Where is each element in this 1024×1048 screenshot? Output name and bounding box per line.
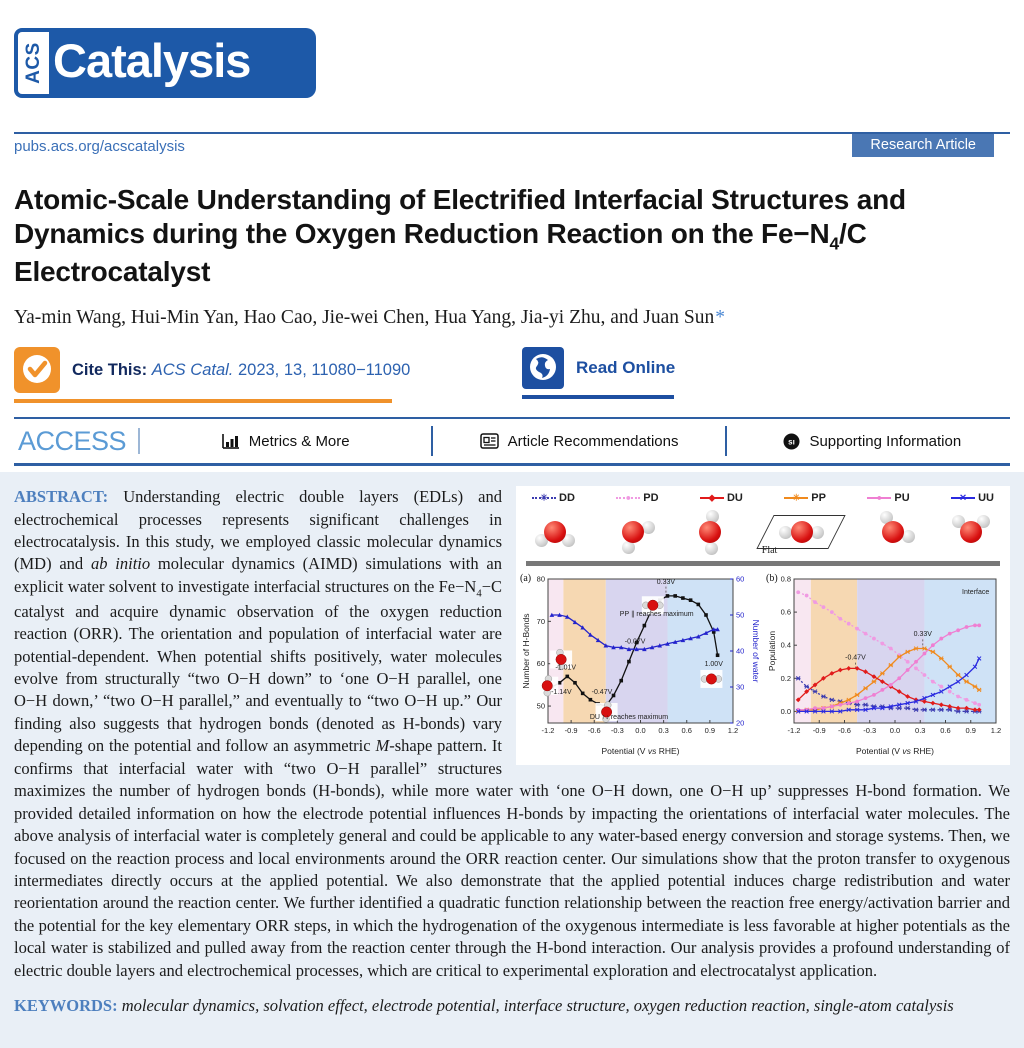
svg-text:70: 70 [536, 616, 545, 626]
svg-text:-0.9: -0.9 [564, 726, 578, 736]
check-icon [14, 347, 60, 393]
read-online-button[interactable] [522, 347, 675, 399]
cite-this-button[interactable] [14, 347, 522, 403]
svg-text:0.6: 0.6 [681, 726, 692, 736]
abstract-label: ABSTRACT: [14, 487, 109, 507]
access-divider [138, 428, 140, 454]
svg-text:0.8: 0.8 [780, 574, 791, 584]
svg-text:-1.2: -1.2 [541, 726, 555, 736]
surface-bar [526, 561, 1000, 566]
acs-logo-tab [14, 28, 49, 98]
svg-text:1.00V: 1.00V [704, 660, 723, 668]
svg-text:Potential (V vs RHE): Potential (V vs RHE) [601, 746, 680, 757]
metrics-link[interactable] [152, 433, 419, 450]
svg-text:(a): (a) [520, 573, 532, 585]
svg-text:30: 30 [736, 682, 745, 692]
svg-text:Potential (V vs RHE): Potential (V vs RHE) [856, 746, 934, 757]
svg-text:0.0: 0.0 [889, 726, 901, 736]
svg-text:-0.07V: -0.07V [624, 638, 646, 646]
svg-text:-0.47V: -0.47V [591, 689, 613, 697]
acs-logo-text: ACS [22, 42, 44, 84]
metrics-label: Metrics & More [248, 432, 350, 450]
bar-chart-icon [222, 433, 240, 449]
journal-url-link[interactable]: pubs.acs.org/acscatalysis [14, 138, 185, 155]
svg-text:80: 80 [536, 574, 545, 584]
svg-text:60: 60 [736, 574, 745, 584]
si-circle-icon [783, 433, 800, 450]
svg-text:50: 50 [736, 610, 745, 620]
chart-b [764, 569, 1008, 761]
svg-text:-0.6: -0.6 [587, 726, 601, 736]
globe-icon [522, 347, 564, 389]
water-molecule-DD [526, 507, 584, 557]
svg-text:0.4: 0.4 [780, 640, 791, 650]
svg-text:0.9: 0.9 [965, 726, 976, 736]
authors-names: Ya-min Wang, Hui-Min Yan, Hao Cao, Jie-wei Chen, Hua Yang, Jia-yi Zhu, and Juan Sun [14, 307, 715, 329]
keywords-text: molecular dynamics, solvation effect, electrode potential, interface structure, oxygen reduction reaction, single-atom catalysis [121, 996, 954, 1016]
svg-text:0.0: 0.0 [780, 706, 791, 716]
svg-text:0.0: 0.0 [635, 726, 646, 736]
legend-item-UU: ✕ UU [951, 492, 994, 504]
authors-line [14, 307, 1010, 329]
water-molecule-PP [759, 507, 845, 557]
legend-item-DD: ✳ DD [532, 492, 575, 504]
svg-text:1.2: 1.2 [990, 726, 1002, 736]
svg-text:-0.9: -0.9 [812, 726, 826, 736]
abstract-top-rule [14, 463, 1010, 466]
recommendations-label: Article Recommendations [507, 432, 679, 450]
water-molecule-PD [604, 507, 662, 557]
svg-text:0.6: 0.6 [940, 726, 951, 736]
abstract-text: Understanding electric double layers (EDLs) and electrochemical processes represents significant challenges in electrocatalysis. In this study, we employed classic molecular dynamics (MD) and ab initio molecular dynamics (AIMD) simulations with an explicit water solvent to investigate interfacial structures on the $Fe-N_4-C$ catalyst and acquire dynamic observation of the oxygen reduction reaction (ORR). The orientation and population of interfacial water are potential-dependent. When potential shifts positively, water molecules evolve from structurally “two O−H down” to ‘one O−H parallel, one O−H down,’ “two O−H parallel,” and eventually to “two O−H up.” Our finding also suggests that hydrogen bonds (denoted as H-bonds) vary depending on the potential and follow an asymmetric M-shape pattern. It confirms that interfacial water with “two O−H parallel” structures maximizes the number of hydrogen bonds (H-bonds), while more water with ‘one O−H down, one O−H up’ suppresses H-bond formation. We provided detailed information on how the electrode potential influences H-bonds by impacting the orientations of interfacial water molecules. The above analysis of interfacial water is completely general and could be applicable to any water-based energy conversion and storage systems. Then, we focused on the reaction process and local environments around the ORR reaction center. Our simulations show that the proton transfer to oxygenous intermediates directly occurs at the applied potential. We also demonstrate that the applied potential induces charge redistribution and water reorientation around the reaction center. We further identified a quadratic function relationship between the reaction free energy/activation barrier and the potential for the key elementary ORR steps, in which the hydrogenation of the oxygenous intermediate is less favorable at higher potentials as the local water is stabilized and pulled away from the reaction center through the H-bond interaction. Our analysis provides a profound understanding of electric double layers and electrochemical processes, which are critical to experimental exploration and electrocatalyst application. [14, 487, 1010, 980]
cite-label: Cite This: [72, 360, 148, 379]
cite-underline [14, 399, 392, 403]
svg-text:(b): (b) [766, 573, 778, 585]
svg-text:-1.01V: -1.01V [555, 664, 577, 672]
svg-text:sı: sı [788, 437, 796, 447]
svg-text:0.33V: 0.33V [656, 579, 676, 587]
water-molecule-PU [864, 507, 922, 557]
svg-text:-1.14V: -1.14V [551, 689, 572, 697]
graphical-abstract [516, 486, 1010, 765]
svg-text:DU ↑↓ reaches maximum: DU ↑↓ reaches maximum [589, 713, 669, 721]
article-list-icon [480, 433, 499, 449]
svg-text:Number of H-Bonds: Number of H-Bonds [521, 613, 531, 689]
svg-text:-0.3: -0.3 [610, 726, 624, 736]
charts-row [518, 569, 1008, 761]
supporting-info-link[interactable] [739, 433, 1006, 450]
legend-item-DU: ◆ DU [700, 492, 743, 504]
acs-catalysis-logo [14, 28, 316, 98]
svg-text:0.33V: 0.33V [913, 631, 932, 639]
svg-text:Interface: Interface [962, 588, 990, 596]
legend-item-PU: ● PU [867, 492, 909, 504]
svg-text:PP ∥ reaches maximum: PP ∥ reaches maximum [619, 610, 694, 618]
keywords-label: KEYWORDS: [14, 996, 118, 1016]
water-molecule-row [518, 504, 1008, 560]
svg-text:0.3: 0.3 [915, 726, 926, 736]
svg-text:0.9: 0.9 [704, 726, 716, 736]
svg-text:Number of water: Number of water [751, 619, 761, 683]
figure-legend [518, 492, 1008, 504]
svg-text:60: 60 [536, 659, 545, 669]
svg-text:1.2: 1.2 [727, 726, 739, 736]
keywords-line [14, 996, 1010, 1016]
svg-text:-0.47V: -0.47V [845, 654, 866, 662]
read-online-underline [522, 395, 674, 399]
link-row [14, 134, 1010, 157]
abstract-section [0, 472, 1024, 1048]
item-divider [431, 426, 433, 456]
access-link[interactable]: ACCESS [18, 425, 127, 456]
svg-text:20: 20 [736, 718, 745, 728]
access-row [18, 419, 1006, 463]
svg-text:50: 50 [536, 701, 545, 711]
svg-text:0.3: 0.3 [658, 726, 669, 736]
water-molecule-DU [681, 507, 739, 557]
corresponding-author-mark[interactable]: * [715, 307, 725, 329]
svg-text:0.2: 0.2 [780, 673, 791, 683]
svg-text:Population: Population [767, 630, 777, 672]
svg-text:-0.3: -0.3 [863, 726, 877, 736]
water-molecule-UU [942, 507, 1000, 557]
article-title: Atomic-Scale Understanding of Electrified Interfacial Structures and Dynamics during the Oxygen Reduction Reaction on the $Fe-N_4/C$ Electrocatalyst [14, 184, 906, 287]
svg-text:40: 40 [736, 646, 745, 656]
legend-item-PD: ● PD [616, 492, 658, 504]
supporting-info-label: Supporting Information [809, 432, 962, 450]
item-divider [725, 426, 727, 456]
cite-text [72, 361, 410, 380]
svg-text:-1.2: -1.2 [787, 726, 801, 736]
cite-row [14, 347, 1010, 403]
recommendations-link[interactable] [445, 433, 712, 450]
journal-name: Catalysis [49, 28, 316, 98]
svg-text:-0.6: -0.6 [838, 726, 851, 736]
read-online-label: Read Online [576, 358, 676, 378]
legend-item-PP: ✳ PP [784, 492, 826, 504]
chart-a [518, 569, 762, 761]
cite-journal: ACS Catal. [151, 360, 234, 379]
research-article-badge: Research Article [852, 134, 994, 157]
cite-reference: 2023, 13, 11080−11090 [233, 360, 411, 379]
svg-text:0.6: 0.6 [780, 607, 791, 617]
flat-label: Flat [761, 545, 778, 557]
journal-header [0, 0, 1024, 98]
